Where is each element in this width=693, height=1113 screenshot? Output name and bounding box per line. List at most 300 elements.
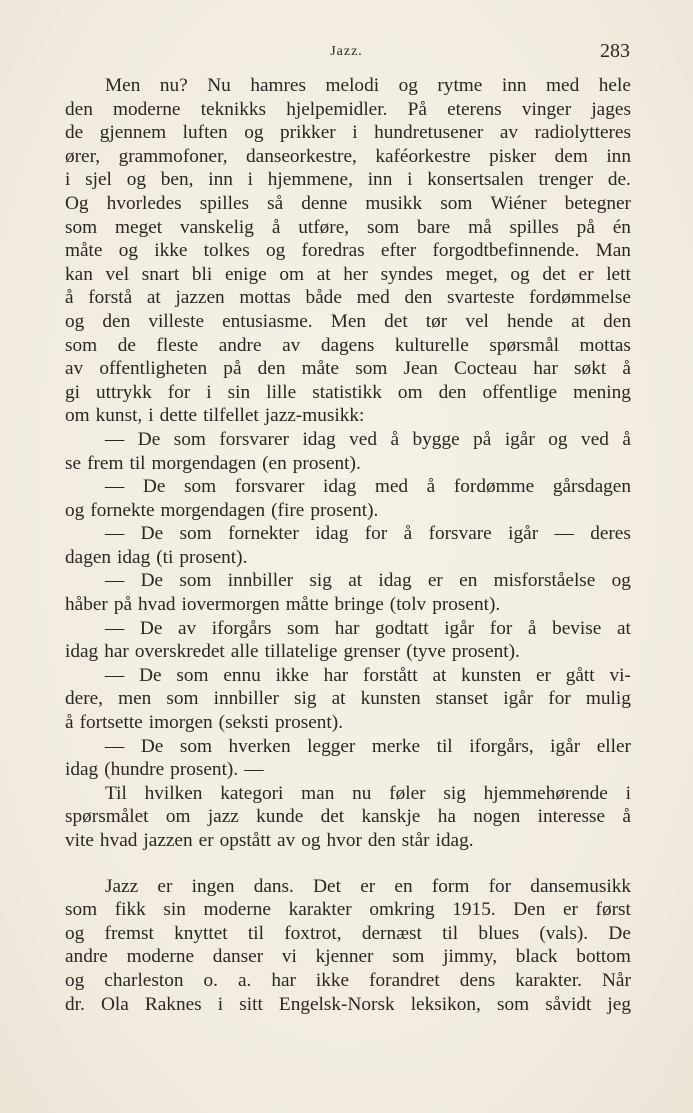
word: hvorledes (106, 192, 182, 214)
word: i (65, 169, 71, 191)
word: som (392, 946, 425, 968)
word: offentligheten (99, 358, 208, 380)
word: forsvare (428, 523, 492, 545)
word: at (331, 688, 346, 710)
word: idag (65, 641, 99, 663)
word: og (65, 499, 85, 521)
word: og (65, 922, 85, 944)
word: gårsdagen (552, 476, 631, 498)
word: kanskje (361, 806, 421, 828)
word: (hundre (104, 759, 165, 781)
text-line (65, 357, 631, 381)
word: morgendagen (151, 452, 257, 474)
word: prosent). (170, 759, 239, 781)
word: gi (65, 381, 80, 403)
text-line (65, 758, 631, 782)
word: — (105, 570, 125, 592)
word: om (65, 405, 90, 427)
word: Man (595, 240, 631, 262)
word: kunde (256, 806, 304, 828)
text-line (65, 168, 631, 192)
word: og (244, 122, 264, 144)
word: foxtrot, (284, 922, 342, 944)
text-line (65, 74, 631, 98)
word: håber (65, 594, 108, 616)
word: spilles (199, 192, 250, 214)
word: grammofoner, (118, 145, 228, 167)
text-line (65, 121, 631, 145)
word: vinger (521, 98, 572, 120)
text-line (65, 546, 631, 570)
word: kategori (220, 782, 284, 804)
word: for (364, 523, 388, 545)
word: for (489, 617, 513, 639)
word: danseorkestre, (246, 145, 357, 167)
word: meget (115, 216, 163, 238)
text-line (65, 263, 631, 287)
word: prikker (280, 122, 336, 144)
word: fordømmelse (529, 287, 631, 309)
word: (vals). (539, 922, 589, 944)
word: moderne (203, 899, 271, 921)
text-line (65, 782, 631, 806)
word: hamres (250, 75, 306, 96)
word: spørsmålet (65, 806, 149, 828)
word: av (277, 830, 296, 851)
word: at (146, 287, 161, 309)
word: å (622, 358, 631, 380)
word: den (65, 98, 93, 120)
word: og (301, 830, 321, 851)
word: Raknes (144, 993, 202, 1015)
word: ikke (154, 240, 188, 262)
word: som (355, 358, 388, 380)
word: i (247, 169, 253, 191)
word: prosent). (432, 594, 501, 616)
word: eller (596, 735, 631, 757)
word: sig (309, 570, 332, 592)
word: en (394, 875, 413, 897)
word: i (407, 169, 413, 191)
word: jazzen (143, 830, 193, 851)
word: De (608, 922, 631, 944)
body-text (65, 74, 631, 1016)
word: som (176, 664, 209, 686)
word: (fire (271, 499, 305, 521)
word: sitt (239, 993, 263, 1015)
word: er (535, 664, 551, 686)
word: å (622, 428, 631, 450)
word: har (323, 664, 349, 686)
word: denne (301, 192, 348, 214)
word: inn (501, 75, 527, 96)
word: igår (550, 735, 581, 757)
word: innbiller (227, 570, 294, 592)
word: spørsmål (489, 334, 559, 356)
text-line (65, 381, 631, 405)
word: av (499, 122, 519, 144)
word: enige (224, 263, 267, 285)
word: og (118, 240, 138, 262)
word: føler (389, 782, 426, 804)
word: igår (503, 688, 534, 710)
word: dere, (65, 688, 103, 710)
word: som (440, 192, 473, 214)
word: rytme (437, 75, 483, 96)
word: frem (87, 452, 124, 474)
word: tolkes (203, 240, 250, 262)
word: og (510, 263, 530, 285)
word: ører, (65, 145, 101, 167)
text-line (65, 522, 631, 546)
word: Den (513, 899, 546, 921)
word: først (595, 899, 631, 921)
word: karakter (288, 899, 352, 921)
word: vi (281, 946, 297, 968)
word: De (140, 523, 164, 545)
word: grenser (343, 641, 401, 663)
word: De (137, 428, 161, 450)
word: den (603, 310, 631, 332)
word: kaféorkestre (375, 145, 471, 167)
word: inn (367, 169, 393, 191)
word: bottom (576, 946, 631, 968)
word: den (404, 287, 433, 309)
word: svarteste (447, 287, 515, 309)
word: sig (443, 782, 466, 804)
word: vi- (609, 664, 631, 686)
word: idag. (435, 830, 474, 851)
word: merke (371, 735, 421, 757)
word: (seksti (218, 712, 270, 734)
word: vite (65, 830, 94, 851)
text-line (65, 145, 631, 169)
word: har (334, 617, 360, 639)
word: den (438, 381, 467, 403)
word: å (390, 428, 400, 450)
word: kulturelle (394, 334, 469, 356)
word: fortsette (79, 712, 143, 734)
word: med (546, 75, 580, 96)
word: på (473, 428, 492, 450)
running-head (0, 40, 693, 64)
word: idag (117, 546, 151, 568)
word: musikk (365, 192, 423, 214)
word: hvilken (144, 782, 203, 804)
word: melodi (325, 75, 380, 96)
word: snart (141, 263, 180, 285)
word: — (244, 759, 264, 781)
word: jazz (207, 806, 239, 828)
word: de. (607, 169, 631, 191)
word: om (165, 806, 191, 828)
word: blues (478, 922, 520, 944)
word: sin (163, 899, 186, 921)
word: at (432, 664, 447, 686)
word: som (366, 216, 400, 238)
word: offentlige (482, 381, 558, 403)
word: idag (378, 570, 412, 592)
word: ved (349, 428, 377, 450)
word: De (139, 617, 163, 639)
word: har (271, 969, 296, 991)
text-line (65, 922, 631, 946)
word: som (65, 899, 98, 921)
word: at (616, 617, 631, 639)
word: er (198, 830, 214, 851)
word: mening (573, 381, 631, 403)
word: som (179, 735, 212, 757)
word: måte (301, 358, 340, 380)
word: efter (380, 240, 417, 262)
word: at (348, 570, 363, 592)
word: (ti (156, 546, 174, 568)
word: at (571, 310, 586, 332)
word: hvad (138, 594, 176, 616)
text-line (65, 993, 631, 1017)
word: foredras (301, 240, 365, 262)
word: sig (294, 688, 317, 710)
word: forandret (369, 969, 440, 991)
word: som (184, 476, 217, 498)
text-line (65, 334, 631, 358)
word: — (105, 428, 125, 450)
text-line (65, 617, 631, 641)
text-line (65, 98, 631, 122)
word: godtatt (375, 617, 429, 639)
word: Wiéner (490, 192, 547, 214)
word: forgodtbefinnende. (432, 240, 580, 262)
text-line (65, 216, 631, 240)
word: fornekte (90, 499, 155, 521)
text-line (65, 239, 631, 263)
word: på (223, 358, 242, 380)
word: Jean (403, 358, 438, 380)
word: jeg (607, 993, 631, 1015)
word: er (157, 875, 173, 897)
word: for (167, 381, 191, 403)
word: det (542, 263, 566, 285)
word: hjelpemidler. (286, 98, 388, 120)
text-line (65, 898, 631, 922)
word: nu (352, 782, 372, 804)
word: om (279, 263, 305, 285)
word: Men (330, 310, 367, 332)
word: og (611, 570, 631, 592)
word: innbiller (213, 688, 279, 710)
word: som (166, 688, 199, 710)
word: knyttet (174, 922, 228, 944)
word: tilfellet (203, 405, 259, 427)
word: misforståelse (493, 570, 596, 592)
word: kan (65, 263, 93, 285)
running-head-title: Jazz. (330, 44, 363, 59)
word: alle (230, 641, 259, 663)
text-line (65, 735, 631, 759)
word: er (578, 263, 594, 285)
word: prosent). (310, 499, 379, 521)
word: iovermorgen (181, 594, 280, 616)
word: prosent). (451, 641, 520, 663)
word: jimmy, (443, 946, 498, 968)
word: måtte (285, 594, 329, 616)
word: fikk (114, 899, 146, 921)
word: prosent). (179, 546, 248, 568)
word: radiolytteres (534, 122, 631, 144)
word: andre (65, 946, 108, 968)
word: moderne (113, 98, 181, 120)
text-line (65, 428, 631, 452)
word: iforgårs (211, 617, 272, 639)
word: mottas (579, 334, 631, 356)
word: i (625, 782, 631, 804)
word: deres (590, 523, 631, 545)
word: spilles (509, 216, 559, 238)
word: konsertsalen (427, 169, 524, 191)
word: til (436, 735, 453, 757)
word: karakter. (515, 969, 583, 991)
word: De (142, 476, 166, 498)
word: fleste (156, 334, 199, 356)
word: å (403, 523, 413, 545)
text-line (65, 687, 631, 711)
word: og (65, 969, 85, 991)
word: tør (425, 310, 448, 332)
word: som (287, 617, 320, 639)
word: på (576, 216, 595, 238)
word: gjennem (99, 122, 167, 144)
word: om (397, 381, 423, 403)
word: sjel (85, 169, 112, 191)
text-line (65, 969, 631, 993)
text-line (65, 875, 631, 899)
word: omkring (369, 899, 435, 921)
word: de (117, 334, 136, 356)
text-line (65, 945, 631, 969)
word: nogen (473, 806, 521, 828)
word: ennu (223, 664, 261, 686)
word: inn (208, 169, 233, 191)
word: på (113, 594, 133, 616)
word: i (352, 122, 358, 144)
text-line (65, 452, 631, 476)
word: bevise (552, 617, 602, 639)
word: men (118, 688, 152, 710)
text-line (65, 192, 631, 216)
word: fremst (104, 922, 154, 944)
word: ha (437, 806, 456, 828)
word: — (105, 523, 125, 545)
word: (tyve (406, 641, 446, 663)
word: og (398, 75, 418, 96)
text-line (65, 569, 631, 593)
word: dansemusikk (530, 875, 631, 897)
word: vel (465, 310, 489, 332)
word: så (267, 192, 284, 214)
word: pisker (489, 145, 537, 167)
word: å (65, 287, 74, 309)
word: andre (218, 334, 262, 356)
word: ved (581, 428, 609, 450)
word: kunsten (360, 688, 421, 710)
word: o. (203, 969, 218, 991)
word: — (105, 664, 125, 686)
word: og (265, 240, 286, 262)
word: igår (508, 523, 539, 545)
word: trenger (538, 169, 594, 191)
word: stanset (435, 688, 489, 710)
word: entusiasme. (222, 310, 313, 332)
word: lett (606, 263, 631, 285)
word: opstått (219, 830, 272, 851)
word: Det (313, 875, 341, 897)
word: som (173, 428, 206, 450)
word: for (488, 875, 512, 897)
word: hele (598, 75, 631, 96)
word: dem (554, 145, 588, 167)
word: til (247, 922, 264, 944)
word: prosent). (292, 452, 361, 474)
word: Engelsk-Norsk (278, 993, 395, 1015)
word: black (515, 946, 558, 968)
word: dr. (65, 993, 85, 1015)
word: å (271, 216, 281, 238)
word: — (105, 617, 125, 639)
word: overskredet (134, 641, 225, 663)
word: luften (182, 122, 228, 144)
word: idag (65, 759, 99, 781)
word: man (301, 782, 335, 804)
word: står (401, 830, 430, 851)
word: idag (315, 523, 349, 545)
word: jazz-musikk: (264, 405, 365, 427)
word: forstått (363, 664, 418, 686)
word: vel (105, 263, 130, 285)
word: moderne (126, 946, 195, 968)
word: å (65, 712, 74, 734)
word: ben, (160, 169, 194, 191)
word: (en (262, 452, 287, 474)
word: har (533, 358, 558, 380)
word: av (65, 358, 84, 380)
word: å (426, 476, 436, 498)
paragraph-gap (65, 853, 631, 875)
word: til (129, 452, 146, 474)
word: Og (65, 192, 89, 214)
word: jazzen (175, 287, 225, 309)
word: forsvarer (234, 476, 305, 498)
word: ingen (191, 875, 235, 897)
word: betegner (564, 192, 631, 214)
word: hvor (326, 830, 362, 851)
word: hverken (228, 735, 291, 757)
text-line (65, 664, 631, 688)
word: Jazz (105, 875, 139, 897)
word: fordømme (453, 476, 535, 498)
word: her (343, 263, 368, 285)
word: sin (227, 381, 251, 403)
word: — (105, 476, 125, 498)
word: hjemmehørende (483, 782, 608, 804)
word: dens (459, 969, 496, 991)
word: utføre, (298, 216, 350, 238)
word: har (104, 641, 129, 663)
word: kjenner (315, 946, 374, 968)
word: vanskelig (180, 216, 254, 238)
text-line (65, 310, 631, 334)
word: form (431, 875, 470, 897)
word: må (468, 216, 492, 238)
